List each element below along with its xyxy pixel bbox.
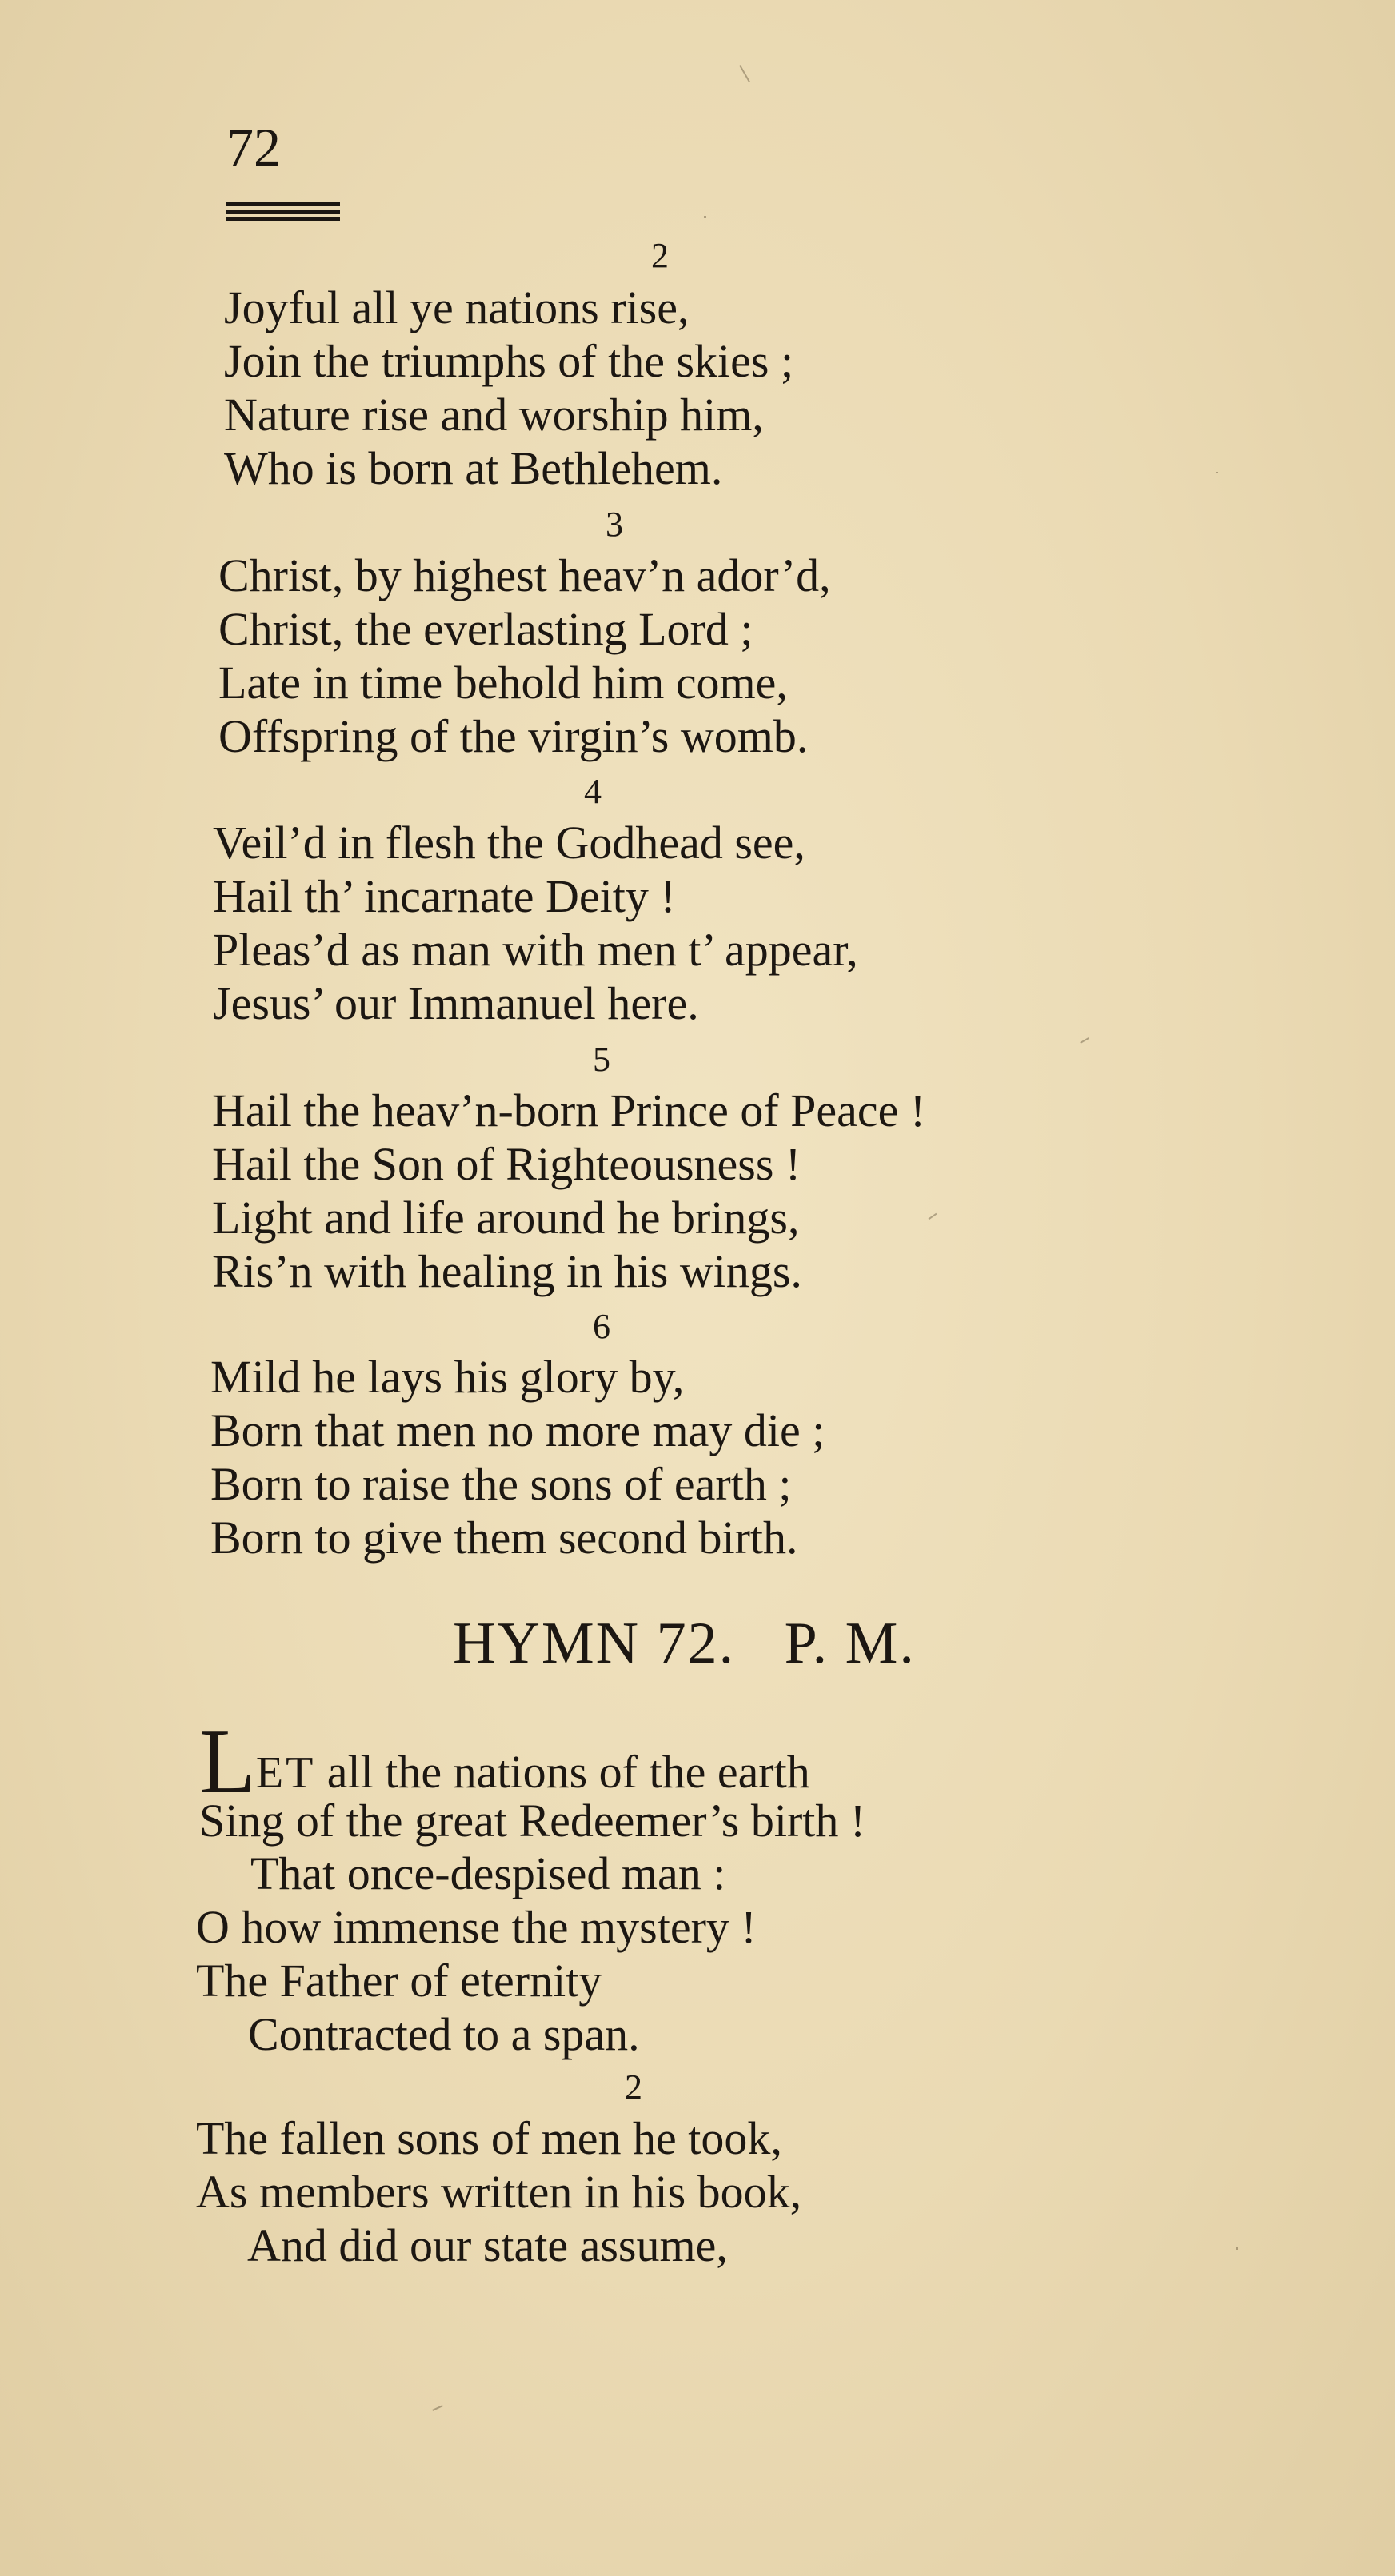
verse-line: Offspring of the virgin’s womb. [218,710,809,762]
verse-line: Join the triumphs of the skies ; [224,335,794,387]
verse-line-first [199,1711,810,1813]
verse-line: Mild he lays his glory by, [210,1351,685,1403]
verse-line: Joyful all ye nations rise, [224,282,690,333]
verse-line: Pleas’d as man with men t’ appear, [213,924,858,976]
page-number: 72 [226,117,281,178]
small-caps: ET [255,1748,316,1798]
verse-line: Ris’n with healing in his wings. [212,1245,802,1297]
verse-line: Who is born at Bethlehem. [224,442,723,494]
verse-line: Jesus’ our Immanuel here. [213,977,699,1029]
verse-line: Born to raise the sons of earth ; [210,1458,792,1510]
verse-line: Born that men no more may die ; [210,1404,825,1456]
paper-speck [1236,2247,1238,2250]
paper-speck [1216,472,1218,473]
verse-line: That once-despised man : [250,1847,726,1899]
drop-cap: L [199,1711,256,1813]
verse-line: Christ, by highest heav’n ador’d, [218,549,831,601]
verse-line: As members written in his book, [196,2166,802,2218]
verse-line: Veil’d in flesh the Godhead see, [213,817,805,869]
verse-line: The Father of eternity [196,1955,602,2007]
stanza-number: 2 [651,236,669,275]
verse-line: Light and life around he brings, [212,1192,800,1244]
verse-line: Hail the Son of Righteousness ! [212,1138,801,1190]
verse-line: Christ, the everlasting Lord ; [218,603,753,655]
verse-line: Born to give them second birth. [210,1512,798,1564]
ornament-rule [226,202,340,224]
verse-line: Sing of the great Redeemer’s birth ! [199,1795,866,1847]
verse-line: Late in time behold him come, [218,657,788,709]
verse-line: Hail the heav’n-born Prince of Peace ! [212,1084,926,1136]
stanza-number: 5 [593,1040,610,1079]
paper-speck [739,65,750,82]
paper-speck [1080,1037,1089,1044]
stanza-number: 3 [606,505,623,544]
stanza-number: 4 [584,772,602,811]
verse-line: Contracted to a span. [248,2008,640,2060]
paper-speck [929,1213,937,1220]
verse-line: And did our state assume, [247,2219,728,2271]
stanza-number: 2 [625,2067,642,2107]
paper-speck [432,2405,443,2411]
verse-line: Hail th’ incarnate Deity ! [213,870,676,922]
verse-line: The fallen sons of men he took, [196,2112,782,2164]
first-line-rest: all the nations of the earth [315,1746,810,1798]
verse-line: Nature rise and worship him, [224,389,764,441]
verse-line: O how immense the mystery ! [196,1901,757,1953]
hymn-title: HYMN 72. P. M. [453,1611,916,1676]
paper-speck [704,216,706,218]
stanza-number: 6 [593,1307,610,1346]
